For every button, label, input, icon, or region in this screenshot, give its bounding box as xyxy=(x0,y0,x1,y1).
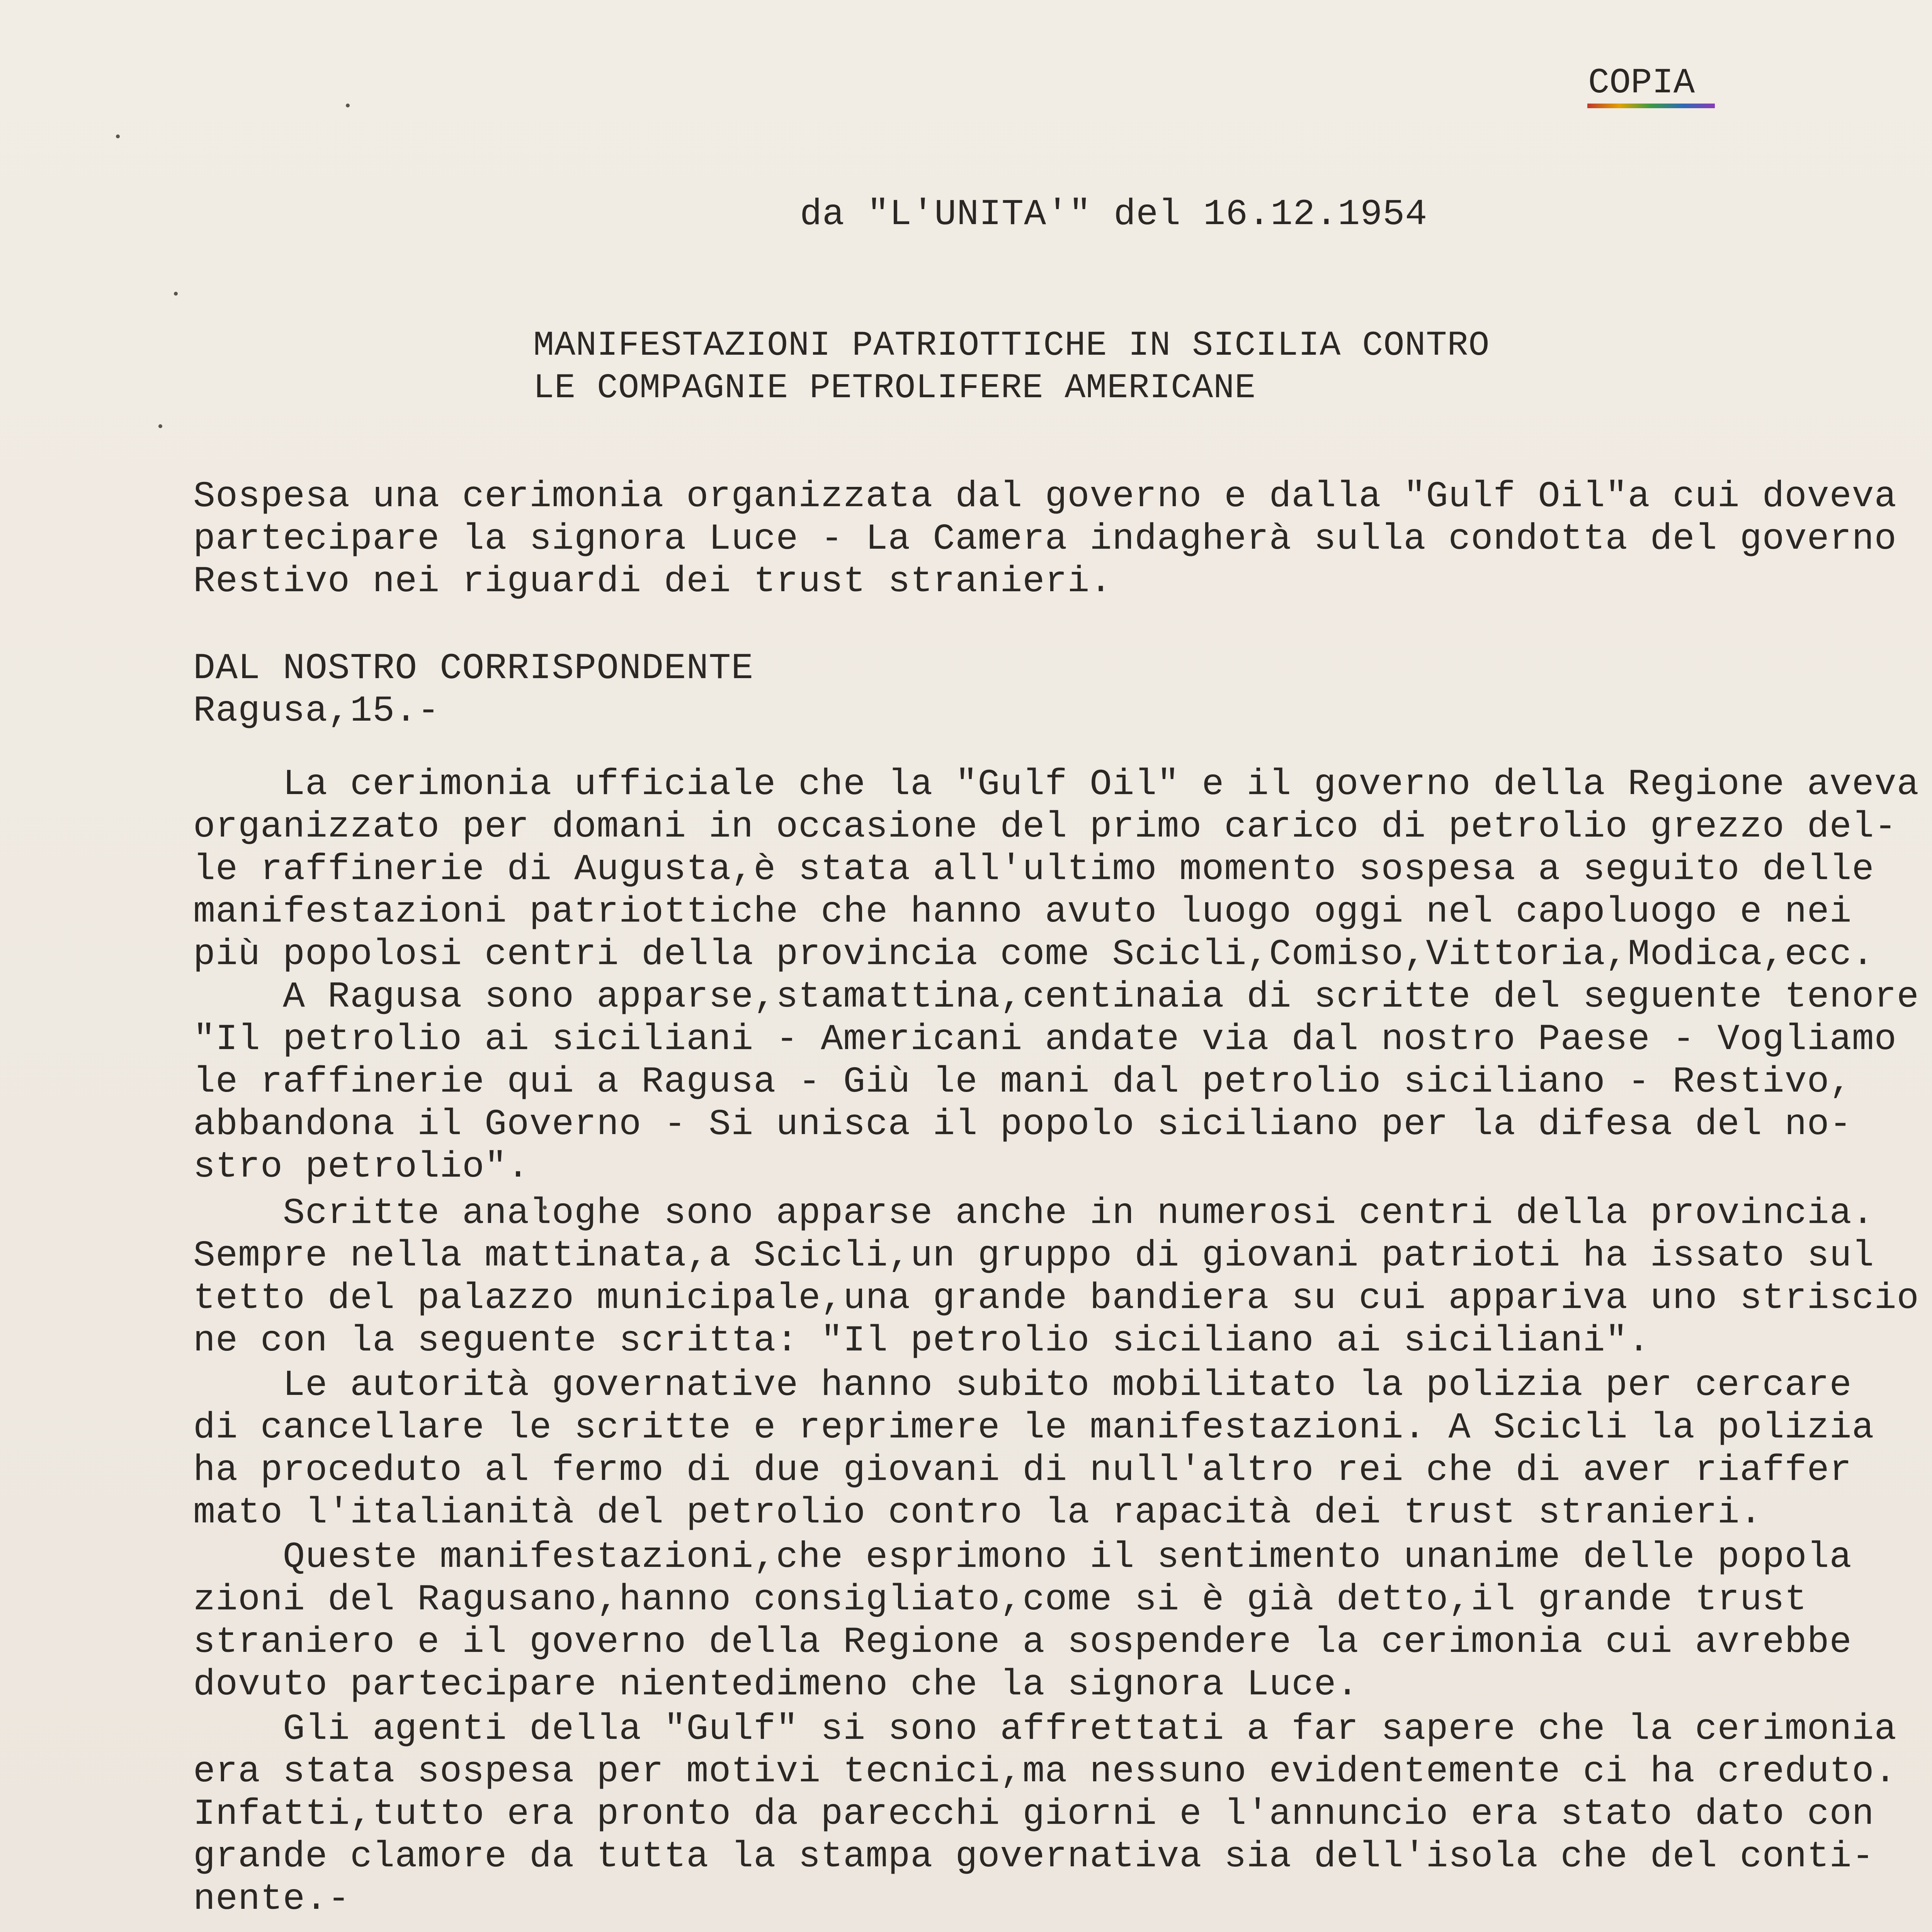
body-line: zioni del Ragusano,hanno consigliato,come si è già detto,il grande trust xyxy=(193,1579,1807,1621)
body-line: ne con la seguente scritta: "Il petrolio siciliano ai siciliani". xyxy=(193,1320,1650,1362)
headline-line: LE COMPAGNIE PETROLIFERE AMERICANE xyxy=(533,369,1256,408)
body-line: più popolosi centri della provincia come Scicli,Comiso,Vittoria,Modica,ecc. xyxy=(193,934,1874,975)
paper-speck xyxy=(116,134,120,138)
body-line: stro petrolio". xyxy=(193,1146,530,1188)
body-line: Infatti,tutto era pronto da parecchi giorni e l'annuncio era stato dato con xyxy=(193,1793,1874,1835)
body-line: grande clamore da tutta la stampa governativa sia dell'isola che del conti- xyxy=(193,1836,1874,1878)
paper-speck xyxy=(174,292,178,296)
dateline: Ragusa,15.- xyxy=(193,690,440,732)
body-line: nente.- xyxy=(193,1878,350,1920)
summary-line: Sospesa una cerimonia organizzata dal governo e dalla "Gulf Oil"a cui doveva xyxy=(193,476,1897,517)
body-line: Le autorità governative hanno subito mobilitato la polizia per cercare xyxy=(193,1364,1852,1406)
summary-line: Restivo nei riguardi dei trust stranieri. xyxy=(193,561,1112,602)
byline: DAL NOSTRO CORRISPONDENTE xyxy=(193,648,754,689)
copy-stamp: COPIA xyxy=(1588,63,1695,103)
body-line: manifestazioni patriottiche che hanno avuto luogo oggi nel capoluogo e nei xyxy=(193,891,1852,933)
body-line: La cerimonia ufficiale che la "Gulf Oil" e il governo della Regione aveva xyxy=(193,764,1919,805)
body-line: Scritte analoghe sono apparse anche in numerosi centri della provincia. xyxy=(193,1192,1874,1234)
body-line: mato l'italianità del petrolio contro la rapacità dei trust stranieri. xyxy=(193,1492,1762,1534)
body-line: abbandona il Governo - Si unisca il popolo siciliano per la difesa del no- xyxy=(193,1104,1852,1145)
body-line: A Ragusa sono apparse,stamattina,centinaia di scritte del seguente tenore xyxy=(193,976,1919,1018)
summary-line: partecipare la signora Luce - La Camera indagherà sulla condotta del governo xyxy=(193,518,1897,560)
body-line: organizzato per domani in occasione del primo carico di petrolio grezzo del- xyxy=(193,806,1897,848)
paper-speck xyxy=(158,424,162,428)
headline-line: MANIFESTAZIONI PATRIOTTICHE IN SICILIA CONTRO xyxy=(533,326,1490,366)
body-line: Sempre nella mattinata,a Scicli,un gruppo di giovani patrioti ha issato sul xyxy=(193,1235,1874,1277)
copy-stamp-underline xyxy=(1587,104,1715,108)
body-line: tetto del palazzo municipale,una grande bandiera su cui appariva uno striscio xyxy=(193,1277,1919,1319)
paper-speck xyxy=(346,104,350,107)
source-line: da "L'UNITA'" del 16.12.1954 xyxy=(800,194,1428,235)
body-line: Gli agenti della "Gulf" si sono affrettati a far sapere che la cerimonia xyxy=(193,1708,1897,1750)
body-line: dovuto partecipare nientedimeno che la signora Luce. xyxy=(193,1664,1359,1706)
body-line: le raffinerie qui a Ragusa - Giù le mani dal petrolio siciliano - Restivo, xyxy=(193,1061,1852,1103)
body-line: "Il petrolio ai siciliani - Americani andate via dal nostro Paese - Vogliamo xyxy=(193,1019,1897,1060)
body-line: ha proceduto al fermo di due giovani di null'altro rei che di aver riaffer xyxy=(193,1449,1852,1491)
body-line: le raffinerie di Augusta,è stata all'ultimo momento sospesa a seguito delle xyxy=(193,849,1874,890)
body-line: di cancellare le scritte e reprimere le manifestazioni. A Scicli la polizia xyxy=(193,1407,1874,1449)
body-line: era stata sospesa per motivi tecnici,ma nessuno evidentemente ci ha creduto. xyxy=(193,1751,1897,1793)
body-line: straniero e il governo della Regione a sospendere la cerimonia cui avrebbe xyxy=(193,1621,1852,1663)
body-line: Queste manifestazioni,che esprimono il sentimento unanime delle popola xyxy=(193,1536,1852,1578)
